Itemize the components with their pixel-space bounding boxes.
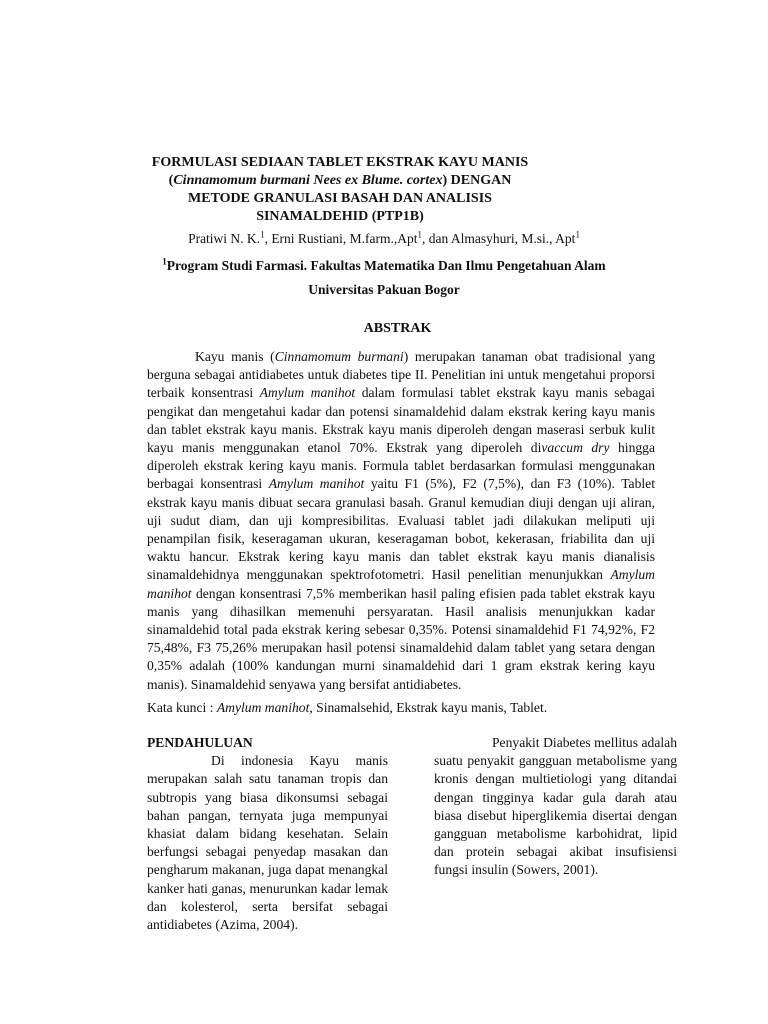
keywords-label: Kata kunci : xyxy=(147,700,217,715)
title-part: FORMULASI SEDIAAN TABLET EKSTRAK KAYU MANIS ( xyxy=(151,155,529,188)
author-name: , Erni Rustiani, M.farm.,Apt xyxy=(264,231,418,246)
paragraph-text: Penyakit Diabetes mellitus adalah suatu penyakit gangguan metabolisme yang kronis dengan multietiologi yang ditandai dengan tingginya kadar gula darah atau biasa disebut hiperglikemia disertai dengan gangguan metabolisme karbohidrat, lipid dan protein sebagai akibat insufisiensi fungsi insulin (Sowers, 2001). xyxy=(434,735,677,878)
abstract-italic: Amylum manihot xyxy=(268,476,365,492)
keyword-italic: Amylum manihot xyxy=(216,700,310,715)
abstract-text: yaitu F1 (5%), F2 (7,5%), dan F3 (10%). Tablet ekstrak kayu manis dibuat secara granulasi basah. Granul kemudian diuji dengan uji aliran, uji sudut diam, dan uji kompresibilitas. Evaluasi tablet jadi dilakukan meliputi uji penampilan fisik, keseragaman ukuran, keseragaman bobot, kekerasan, friabilita dan uji waktu hancur. Ekstrak kering kayu manis dan tablet ekstrak kayu manis dianalisis sinamaldehidnya menggunakan spektrofotometri. Hasil penelitian menunjukkan xyxy=(147,476,655,583)
affiliation xyxy=(140,254,628,302)
affiliation-program xyxy=(140,254,628,278)
abstract-italic: Cinnamomum burmani xyxy=(274,349,404,364)
abstract-text: ) merupakan tanaman obat tradisional yang berguna sebagai antidiabetes untuk diabetes tipe II. Penelitian ini untuk mengetahui proporsi terbaik konsentrasi xyxy=(147,349,655,401)
affil-marker: 1 xyxy=(162,256,167,267)
paragraph-text: Di indonesia Kayu manis merupakan salah satu tanaman tropis dan subtropis yang biasa dikonsumsi sebagai bahan pangan, ternyata juga mempunyai khasiat dalam bidang kesehatan. Selain berfungsi sebagai penyedap masakan dan pengharum makanan, juga dapat menangkal kanker hati ganas, menurunkan kadar lemak dan kolesterol, serta bersifat sebagai antidiabetes (Azima, 2004). xyxy=(147,753,388,933)
abstract-text: dalam formulasi tablet ekstrak kayu manis sebagai pengikat dan mengetahui kadar dan potensi sinamaldehid dalam ekstrak kering kayu manis dan tablet ekstrak kayu manis. Ekstrak kayu manis diperoleh dengan maserasi serbuk kulit kayu manis menggunakan etanol 70%. Ekstrak yang diperoleh di xyxy=(147,385,655,456)
author-name: Pratiwi N. K. xyxy=(188,231,261,246)
section-heading: PENDAHULUAN xyxy=(147,735,253,750)
abstract-body xyxy=(147,348,655,694)
author-affil-marker: 1 xyxy=(260,229,265,240)
abstract-italic: Amylum manihot xyxy=(259,385,356,401)
author-affil-marker: 1 xyxy=(575,229,580,240)
title-species: Cinnamomum burmani Nees ex Blume. cortex xyxy=(173,173,443,188)
abstract-italic: vaccum dry xyxy=(541,440,610,456)
university-name: Universitas Pakuan Bogor xyxy=(308,282,460,297)
author-name: , dan Almasyhuri, M.si., Apt xyxy=(422,231,576,246)
keywords-rest: , Sinamalsehid, Ekstrak kayu manis, Tablet. xyxy=(309,700,548,715)
keywords xyxy=(147,699,655,717)
right-column-text xyxy=(434,734,677,880)
title-part: ) DENGAN METODE GRANULASI BASAH DAN ANALISIS SINAMALDEHID (PTP1B) xyxy=(188,173,512,224)
author-list xyxy=(140,230,628,248)
abstract-text: dengan konsentrasi 7,5% memberikan hasil paling efisien pada tablet ekstrak kayu manis yang dihasilkan memenuhi persyaratan. Hasil analisis menunjukkan kadar sinamaldehid total pada ekstrak kering sebesar 0,35%. Potensi sinamaldehid F1 74,92%, F2 75,48%, F3 75,26% merupakan hasil potensi sinamaldehid dalam tablet yang setara dengan 0,35% adalah (100% kandungan murni sinamaldehid dari 1 gram ekstrak kering kayu manis). Sinamaldehid senyawa yang bersifat antidiabetes. xyxy=(147,585,655,692)
abstract-italic: Amylum manihot xyxy=(147,567,655,601)
abstract-heading: ABSTRAK xyxy=(363,321,432,336)
left-column-text xyxy=(147,752,388,934)
left-column xyxy=(147,734,388,934)
abstract-text: Kayu manis ( xyxy=(195,349,275,364)
abstract-text: hingga diperoleh ekstrak kering kayu manis. Formula tablet berdasarkan formulasi menggunakan berbagai konsentrasi xyxy=(147,440,655,492)
author-affil-marker: 1 xyxy=(417,229,423,240)
right-column xyxy=(434,734,677,880)
paper-title xyxy=(140,154,540,226)
program-name: Program Studi Farmasi. Fakultas Matematika Dan Ilmu Pengetahuan Alam xyxy=(166,258,606,273)
